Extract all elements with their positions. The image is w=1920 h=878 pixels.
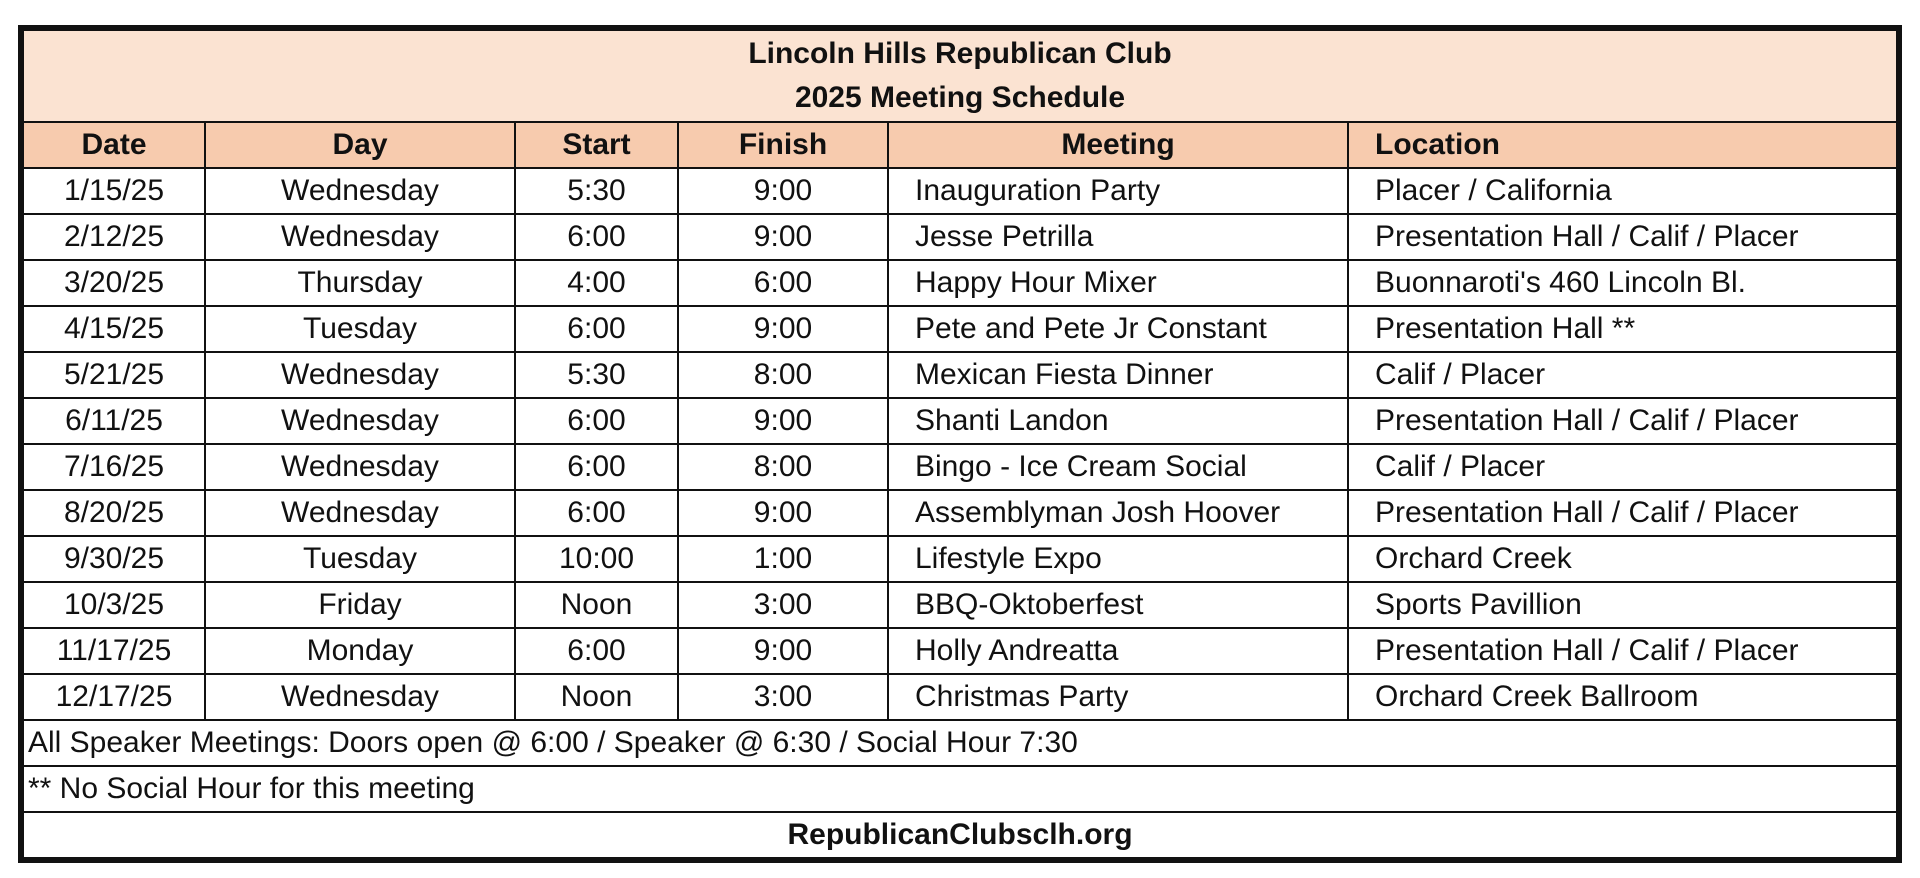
- schedule-grid: [22, 29, 1898, 859]
- cell-date: 10/3/25: [23, 582, 205, 628]
- table-title: [23, 30, 1897, 122]
- column-header-meeting: Meeting: [888, 122, 1348, 168]
- cell-meeting: Christmas Party: [888, 674, 1348, 720]
- cell-finish: 9:00: [678, 214, 888, 260]
- cell-start: 6:00: [515, 628, 678, 674]
- table-row: [23, 490, 1897, 536]
- cell-location: Presentation Hall / Calif / Placer: [1348, 628, 1897, 674]
- cell-meeting: BBQ-Oktoberfest: [888, 582, 1348, 628]
- cell-meeting: Assemblyman Josh Hoover: [888, 490, 1348, 536]
- cell-location: Presentation Hall / Calif / Placer: [1348, 214, 1897, 260]
- header-row: [23, 122, 1897, 168]
- cell-location: Presentation Hall / Calif / Placer: [1348, 490, 1897, 536]
- cell-start: 5:30: [515, 352, 678, 398]
- cell-date: 9/30/25: [23, 536, 205, 582]
- cell-day: Tuesday: [205, 306, 515, 352]
- cell-start: 6:00: [515, 306, 678, 352]
- cell-finish: 9:00: [678, 306, 888, 352]
- table-row: [23, 214, 1897, 260]
- cell-start: Noon: [515, 582, 678, 628]
- column-header-finish: Finish: [678, 122, 888, 168]
- cell-meeting: Happy Hour Mixer: [888, 260, 1348, 306]
- cell-finish: 1:00: [678, 536, 888, 582]
- schedule-title: 2025 Meeting Schedule: [794, 81, 1126, 114]
- cell-meeting: Mexican Fiesta Dinner: [888, 352, 1348, 398]
- cell-day: Wednesday: [205, 214, 515, 260]
- table-row: [23, 582, 1897, 628]
- cell-date: 6/11/25: [23, 398, 205, 444]
- cell-date: 8/20/25: [23, 490, 205, 536]
- cell-finish: 8:00: [678, 444, 888, 490]
- cell-meeting: Lifestyle Expo: [888, 536, 1348, 582]
- cell-location: Orchard Creek Ballroom: [1348, 674, 1897, 720]
- cell-finish: 9:00: [678, 490, 888, 536]
- cell-location: Sports Pavillion: [1348, 582, 1897, 628]
- cell-date: 1/15/25: [23, 168, 205, 214]
- table-row: [23, 444, 1897, 490]
- cell-location: Presentation Hall / Calif / Placer: [1348, 398, 1897, 444]
- cell-location: Buonnaroti's 460 Lincoln Bl.: [1348, 260, 1897, 306]
- cell-start: 6:00: [515, 490, 678, 536]
- table-row: [23, 536, 1897, 582]
- column-header-day: Day: [205, 122, 515, 168]
- cell-date: 11/17/25: [23, 628, 205, 674]
- title-row: [23, 30, 1897, 122]
- cell-start: 6:00: [515, 214, 678, 260]
- cell-meeting: Jesse Petrilla: [888, 214, 1348, 260]
- cell-location: Orchard Creek: [1348, 536, 1897, 582]
- cell-finish: 8:00: [678, 352, 888, 398]
- cell-finish: 6:00: [678, 260, 888, 306]
- cell-start: 5:30: [515, 168, 678, 214]
- cell-location: Calif / Placer: [1348, 444, 1897, 490]
- cell-day: Wednesday: [205, 398, 515, 444]
- cell-start: Noon: [515, 674, 678, 720]
- table-row: [23, 674, 1897, 720]
- cell-day: Thursday: [205, 260, 515, 306]
- cell-date: 4/15/25: [23, 306, 205, 352]
- cell-finish: 9:00: [678, 628, 888, 674]
- note-row: [23, 766, 1897, 812]
- club-name: Lincoln Hills Republican Club: [748, 37, 1172, 70]
- cell-date: 12/17/25: [23, 674, 205, 720]
- cell-finish: 9:00: [678, 398, 888, 444]
- cell-start: 6:00: [515, 444, 678, 490]
- cell-meeting: Pete and Pete Jr Constant: [888, 306, 1348, 352]
- cell-date: 2/12/25: [23, 214, 205, 260]
- cell-location: Placer / California: [1348, 168, 1897, 214]
- social-hour-note: ** No Social Hour for this meeting: [23, 766, 1897, 812]
- cell-location: Calif / Placer: [1348, 352, 1897, 398]
- cell-location: Presentation Hall **: [1348, 306, 1897, 352]
- table-row: [23, 628, 1897, 674]
- cell-day: Wednesday: [205, 352, 515, 398]
- cell-date: 3/20/25: [23, 260, 205, 306]
- cell-meeting: Shanti Landon: [888, 398, 1348, 444]
- cell-date: 7/16/25: [23, 444, 205, 490]
- cell-start: 10:00: [515, 536, 678, 582]
- website-url: RepublicanClubsclh.org: [23, 812, 1897, 858]
- cell-day: Monday: [205, 628, 515, 674]
- note-row: [23, 720, 1897, 766]
- table-row: [23, 260, 1897, 306]
- cell-finish: 9:00: [678, 168, 888, 214]
- column-header-location: Location: [1348, 122, 1897, 168]
- meeting-schedule-table: [18, 25, 1902, 863]
- table-row: [23, 306, 1897, 352]
- cell-finish: 3:00: [678, 582, 888, 628]
- cell-date: 5/21/25: [23, 352, 205, 398]
- cell-start: 6:00: [515, 398, 678, 444]
- cell-day: Wednesday: [205, 444, 515, 490]
- cell-start: 4:00: [515, 260, 678, 306]
- footer-row: [23, 812, 1897, 858]
- cell-meeting: Bingo - Ice Cream Social: [888, 444, 1348, 490]
- table-row: [23, 352, 1897, 398]
- column-header-start: Start: [515, 122, 678, 168]
- speaker-meeting-note: All Speaker Meetings: Doors open @ 6:00 / Speaker @ 6:30 / Social Hour 7:30: [23, 720, 1897, 766]
- cell-meeting: Holly Andreatta: [888, 628, 1348, 674]
- cell-finish: 3:00: [678, 674, 888, 720]
- cell-day: Friday: [205, 582, 515, 628]
- cell-meeting: Inauguration Party: [888, 168, 1348, 214]
- cell-day: Wednesday: [205, 674, 515, 720]
- cell-day: Wednesday: [205, 168, 515, 214]
- table-row: [23, 398, 1897, 444]
- cell-day: Tuesday: [205, 536, 515, 582]
- table-row: [23, 168, 1897, 214]
- column-header-date: Date: [23, 122, 205, 168]
- cell-day: Wednesday: [205, 490, 515, 536]
